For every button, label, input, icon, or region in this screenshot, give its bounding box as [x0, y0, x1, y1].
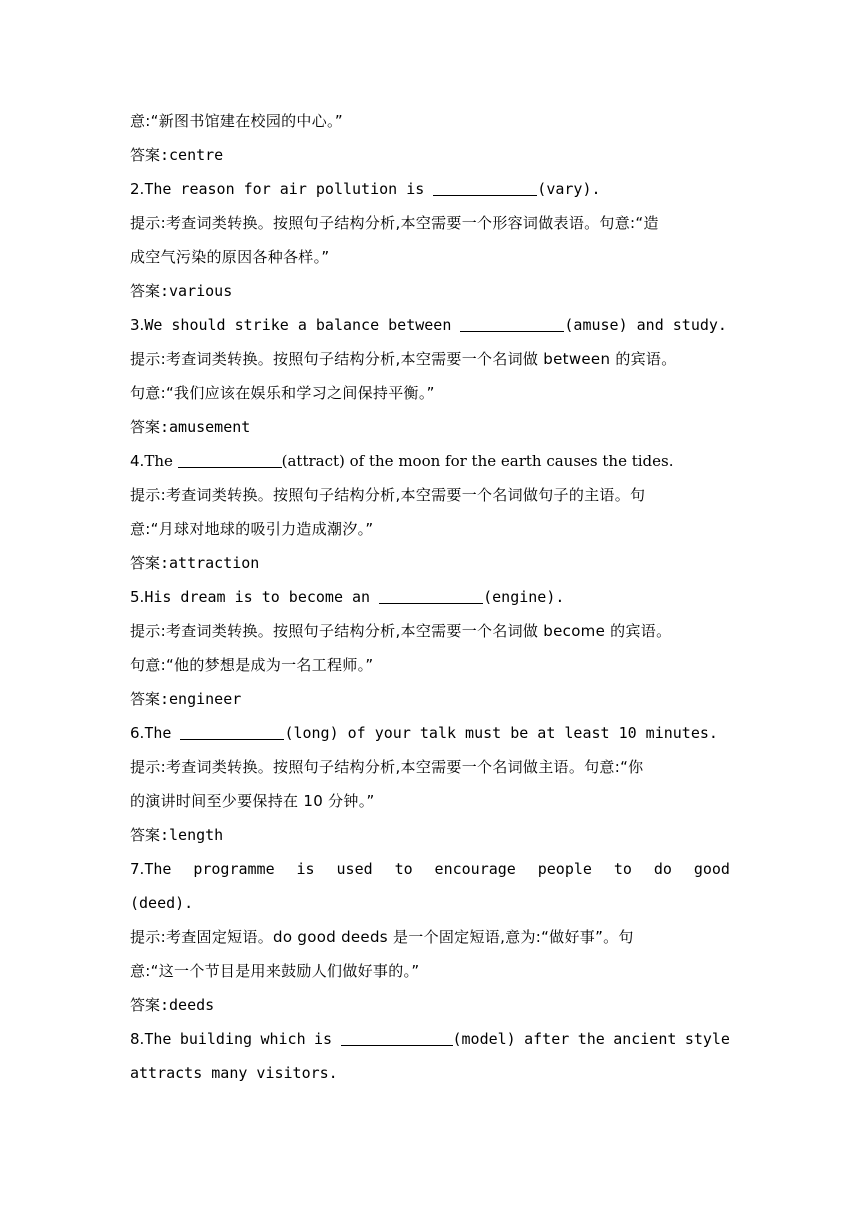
question-word: which: [260, 1030, 306, 1048]
question-number: 5.: [130, 588, 145, 606]
question-text: The: [144, 724, 181, 742]
answer-blank[interactable]: [341, 1030, 453, 1046]
question-word: after: [524, 1030, 570, 1048]
text-line: 意:“月球对地球的吸引力造成潮汐。”: [130, 520, 374, 538]
hint-line: 提示:考查词类转换。按照句子结构分析,本空需要一个名词做句子的主语。句: [130, 486, 646, 504]
question-text: (vary).: [537, 180, 601, 198]
question-word: programme: [193, 860, 275, 878]
hint-line: 提示:考查词类转换。按照句子结构分析,本空需要一个名词做主语。句意:“你: [130, 758, 644, 776]
question-word: (model): [452, 1030, 516, 1048]
question-text: attracts many visitors.: [130, 1064, 338, 1082]
text-line: 的演讲时间至少要保持在 10 分钟。”: [130, 792, 375, 810]
question-word: people: [537, 860, 592, 878]
text-line: 成空气污染的原因各种各样。”: [130, 248, 330, 266]
question-text: The: [144, 452, 178, 470]
text-line: 意:“这一个节目是用来鼓励人们做好事的。”: [130, 962, 420, 980]
answer-blank[interactable]: [433, 180, 537, 196]
answer-blank[interactable]: [379, 588, 483, 604]
question-word: style: [684, 1030, 730, 1048]
hint-line: 提示:考查固定短语。do good deeds 是一个固定短语,意为:“做好事”。句: [130, 928, 634, 946]
question-word: encourage: [434, 860, 516, 878]
question-8: [130, 1022, 730, 1056]
question-text: (attract) of the moon for the earth causes the tides.: [281, 452, 674, 470]
text-line: 句意:“他的梦想是成为一名工程师。”: [130, 656, 374, 674]
question-number: 3.: [130, 316, 145, 334]
question-word: [130, 852, 171, 886]
question-2: [130, 172, 730, 206]
question-number: 6.: [130, 724, 145, 742]
text-line: 句意:“我们应该在娱乐和学习之间保持平衡。”: [130, 384, 435, 402]
question-3: [130, 308, 730, 342]
question-word: good: [693, 860, 730, 878]
answer-line: 答案:attraction: [130, 554, 260, 572]
question-word: the: [577, 1030, 605, 1048]
answer-blank[interactable]: [460, 316, 564, 332]
question-text: (engine).: [483, 588, 565, 606]
answer-line: 答案:amusement: [130, 418, 251, 436]
question-7: [130, 852, 730, 886]
question-word: building: [179, 1030, 253, 1048]
hint-line: 提示:考查词类转换。按照句子结构分析,本空需要一个名词做 become 的宾语。: [130, 622, 672, 640]
question-word: [130, 1022, 171, 1056]
question-number: 7.: [130, 860, 145, 878]
question-text: His dream is to become an: [144, 588, 380, 606]
answer-line: 答案:various: [130, 282, 233, 300]
answer-blank[interactable]: [178, 452, 282, 468]
question-word: is: [296, 860, 315, 878]
question-text: The reason for air pollution is: [144, 180, 434, 198]
answer-line: 答案:length: [130, 826, 224, 844]
question-5: [130, 580, 730, 614]
answer-blank[interactable]: [180, 724, 284, 740]
text-line: 意:“新图书馆建在校园的中心。”: [130, 112, 343, 130]
question-text: (deed).: [130, 894, 194, 912]
question-word: is: [314, 1030, 333, 1048]
question-word: to: [394, 860, 413, 878]
question-word: ancient: [613, 1030, 677, 1048]
question-text: We should strike a balance between: [144, 316, 461, 334]
question-word: The: [144, 1030, 172, 1048]
document-page: [130, 104, 730, 1090]
question-word: The: [144, 860, 172, 878]
question-text: (long) of your talk must be at least 10 minutes.: [284, 724, 718, 742]
question-number: 8.: [130, 1030, 145, 1048]
answer-line: 答案:centre: [130, 146, 224, 164]
question-word: [341, 1022, 516, 1056]
answer-line: 答案:engineer: [130, 690, 242, 708]
question-4: [130, 444, 730, 478]
question-number: 4.: [130, 452, 145, 470]
question-word: to: [613, 860, 632, 878]
hint-line: 提示:考查词类转换。按照句子结构分析,本空需要一个形容词做表语。句意:“造: [130, 214, 659, 232]
question-word: do: [653, 860, 672, 878]
question-text: (amuse) and study.: [564, 316, 727, 334]
question-word: used: [336, 860, 373, 878]
question-6: [130, 716, 730, 750]
hint-line: 提示:考查词类转换。按照句子结构分析,本空需要一个名词做 between 的宾语。: [130, 350, 677, 368]
question-number: 2.: [130, 180, 145, 198]
answer-line: 答案:deeds: [130, 996, 215, 1014]
